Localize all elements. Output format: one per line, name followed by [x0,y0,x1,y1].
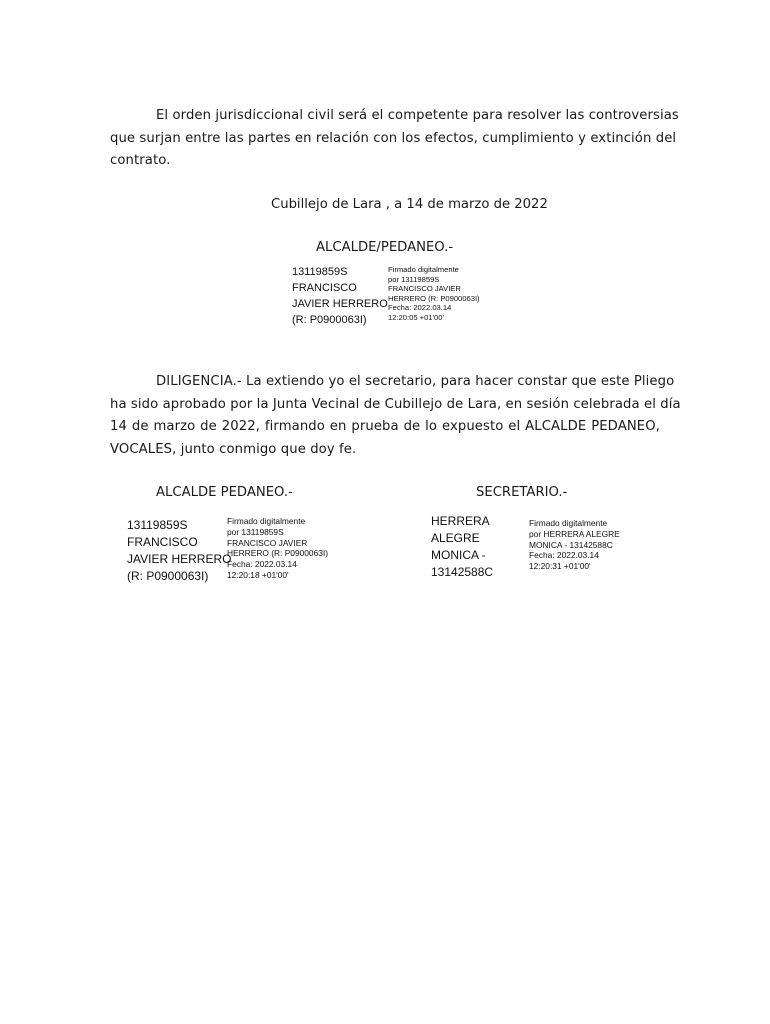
paragraph-line: que surjan entre las partes en relación con los efectos, cumplimiento y extinción del [110,130,677,146]
signer-name: 13119859S FRANCISCO JAVIER HERRERO (R: P0900063I) [292,266,388,326]
paragraph-jurisdiction [110,105,679,173]
signature-detail: Firmado digitalmente por 13119859S FRANCISCO JAVIER HERRERO (R: P0900063I) Fecha: 2022.03.14 12:20:05 +01'00' [388,265,480,322]
signature-heading-secretario: SECRETARIO.- [476,485,568,500]
paragraph-line: El orden jurisdiccional civil será el competente para resolver las controversias [156,108,679,123]
paragraph-line: VOCALES, junto conmigo que doy fe. [110,441,357,457]
signature-heading-alcalde-pedaneo: ALCALDE/PEDANEO.- [316,240,454,255]
paragraph-line: contrato. [110,153,171,169]
signer-name: 13119859S FRANCISCO JAVIER HERRERO (R: P0900063I) [127,518,232,583]
signer-name: HERRERA ALEGRE MONICA - 13142588C [431,514,494,579]
paragraph-line: ha sido aprobado por la Junta Vecinal de Cubillejo de Lara, en sesión celebrada el día [110,396,681,412]
signature-detail: Firmado digitalmente por HERRERA ALEGRE MONICA - 13142588C Fecha: 2022.03.14 12:20:31 +01'00' [529,518,620,572]
paragraph-diligencia [110,371,681,461]
signature-heading-alcalde-pedaneo-bottom: ALCALDE PEDANEO.- [156,485,293,500]
paragraph-line: DILIGENCIA.- La extiendo yo el secretario, para hacer constar que este Pliego [156,374,675,389]
place-date: Cubillejo de Lara , a 14 de marzo de 2022 [271,197,548,212]
signature-detail: Firmado digitalmente por 13119859S FRANCISCO JAVIER HERRERO (R: P0900063I) Fecha: 2022.03.14 12:20:18 +01'00' [227,516,329,580]
paragraph-line: 14 de marzo de 2022, firmando en prueba de lo expuesto el ALCALDE PEDANEO, [110,419,660,435]
